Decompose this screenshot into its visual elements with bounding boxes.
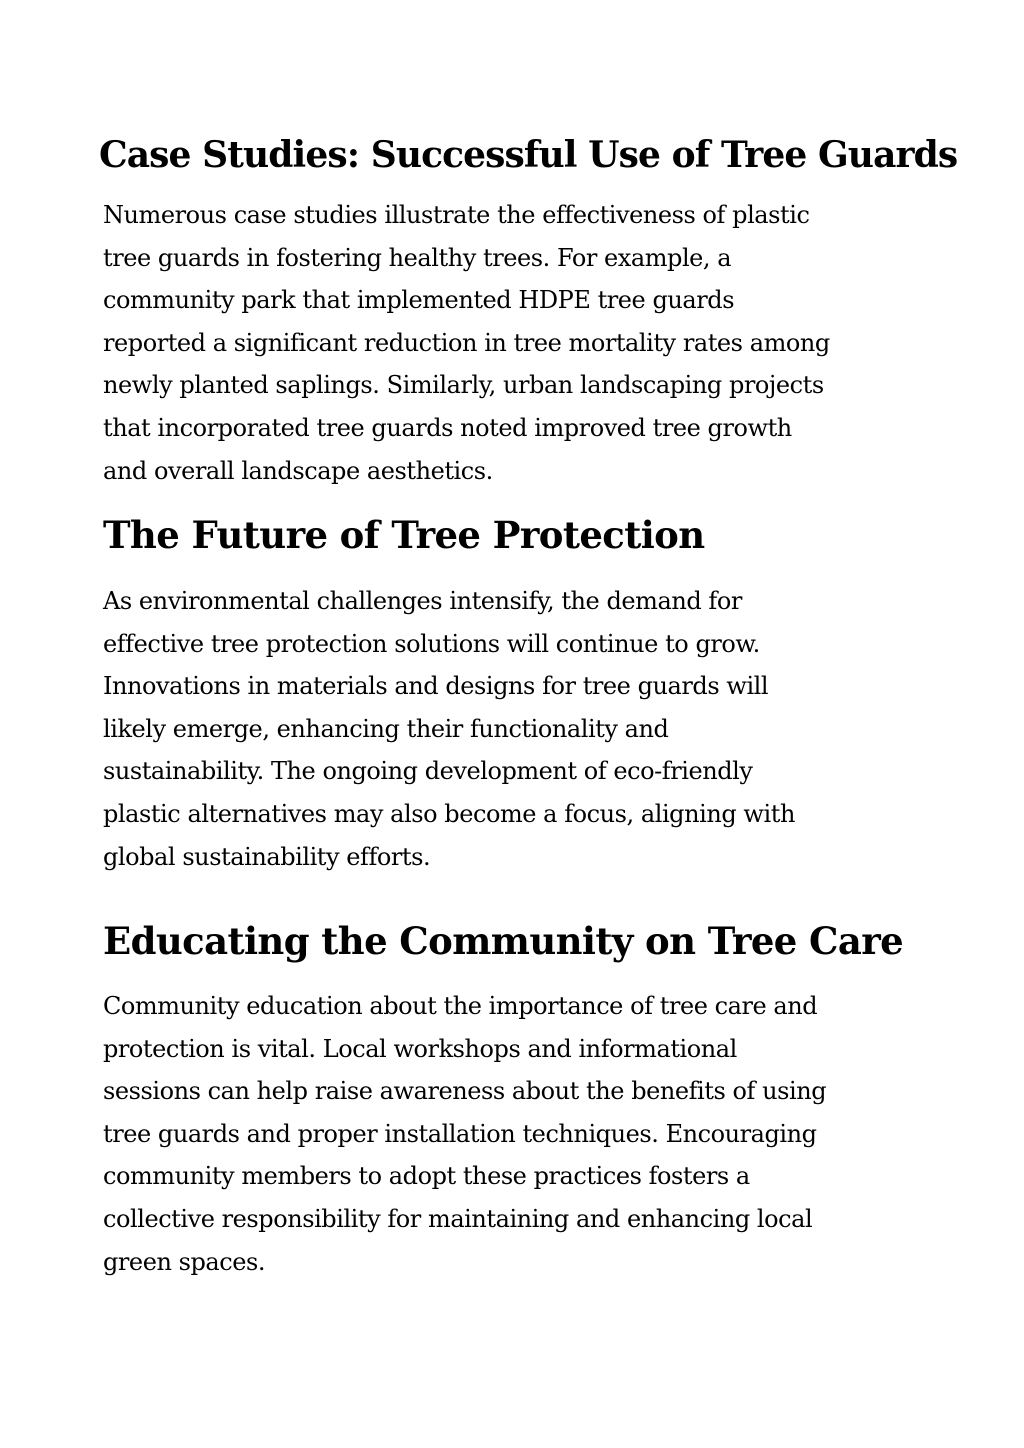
paragraph-line: global sustainability efforts.	[103, 842, 431, 871]
section-paragraph-future	[103, 580, 963, 878]
paragraph-line: that incorporated tree guards noted improved tree growth	[103, 413, 792, 442]
paragraph-line: plastic alternatives may also become a focus, aligning with	[103, 799, 795, 828]
paragraph-line: and overall landscape aesthetics.	[103, 456, 493, 485]
paragraph-line: reported a significant reduction in tree mortality rates among	[103, 328, 830, 357]
paragraph-line: Community education about the importance of tree care and	[103, 992, 818, 1020]
paragraph-line: tree guards in fostering healthy trees. For example, a	[103, 243, 732, 272]
section-heading-educating: Educating the Community on Tree Care	[103, 919, 904, 963]
paragraph-line: green spaces.	[103, 1247, 266, 1276]
section-heading-case-studies: Case Studies: Successful Use of Tree Guards	[99, 134, 958, 176]
section-paragraph-educating	[103, 985, 963, 1283]
section-paragraph-case-studies	[103, 194, 963, 492]
paragraph-line: collective responsibility for maintaining and enhancing local	[103, 1204, 813, 1233]
paragraph-line: Innovations in materials and designs for tree guards will	[103, 672, 769, 701]
paragraph-line: community members to adopt these practices fosters a	[103, 1162, 750, 1191]
paragraph-line: community park that implemented HDPE tree guards	[103, 286, 735, 315]
paragraph-line: Numerous case studies illustrate the effectiveness of plastic	[103, 201, 810, 229]
section-heading-future: The Future of Tree Protection	[103, 513, 705, 557]
paragraph-line: newly planted saplings. Similarly, urban landscaping projects	[103, 371, 824, 400]
paragraph-line: As environmental challenges intensify, the demand for	[103, 587, 742, 615]
paragraph-line: sessions can help raise awareness about the benefits of using	[103, 1077, 827, 1106]
paragraph-line: protection is vital. Local workshops and informational	[103, 1034, 737, 1063]
paragraph-line: effective tree protection solutions will continue to grow.	[103, 629, 760, 658]
paragraph-line: tree guards and proper installation techniques. Encouraging	[103, 1119, 817, 1148]
paragraph-line: sustainability. The ongoing development of eco-friendly	[103, 757, 753, 786]
paragraph-line: likely emerge, enhancing their functionality and	[103, 714, 669, 743]
